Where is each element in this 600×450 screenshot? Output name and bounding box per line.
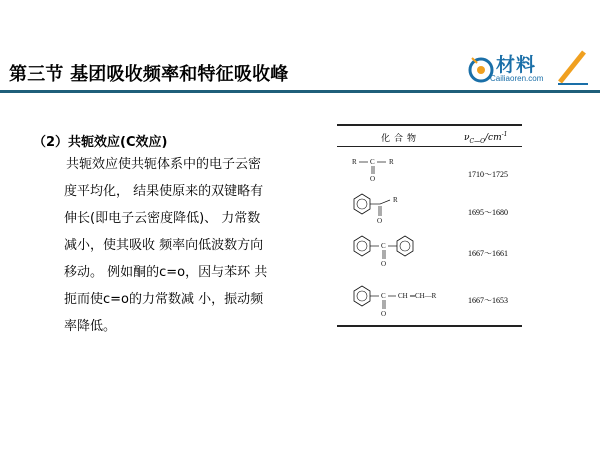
logo-domain: Cailiaoren.com [490, 74, 544, 83]
paragraph-line: 共轭效应使共轭体系中的电子云密 [66, 157, 262, 172]
atom-c: C [370, 158, 375, 166]
frequency-value: 1667～1661 [468, 249, 508, 258]
frequency-value: 1667～1653 [468, 296, 508, 305]
page-title: 第三节 基团吸收频率和特征吸收峰 [9, 64, 289, 85]
frequency-value: 1710～1725 [468, 170, 508, 179]
atom-c: C [381, 292, 386, 300]
structure-diaryl-ketone [354, 236, 413, 268]
atom-ch-r: ═CH—R [410, 292, 437, 300]
paragraph-line: 度平均化， 结果使原来的双键略有 [64, 184, 264, 199]
logo-swoosh-icon [558, 50, 588, 86]
atom-o: O [377, 217, 383, 225]
paragraph-line: 扼而使c=o的力常数减 小，振动频 [64, 292, 264, 307]
site-logo [466, 50, 594, 90]
paragraph-line: 率降低。 [64, 319, 117, 334]
carbonyl-frequency-table [337, 122, 522, 328]
benzene-ring-icon [397, 236, 413, 256]
logo-wordmark: 材料 [496, 54, 537, 76]
frequency-symbol: ν [464, 133, 470, 143]
benzene-ring-icon [354, 286, 370, 306]
frequency-value: 1695～1680 [468, 208, 508, 217]
benzene-ring-icon [354, 194, 370, 214]
frequency-unit: /cm [485, 133, 502, 143]
frequency-superscript: -1 [501, 131, 508, 138]
atom-c: C [381, 242, 386, 250]
atom-r: R [352, 158, 357, 166]
structure-chalcone-type-ketone [354, 286, 437, 318]
structure-aryl-alkyl-ketone [354, 194, 398, 225]
paragraph-line: 伸长(即电子云密度降低)、 力常数 [64, 211, 261, 226]
frequency-subscript: C—O [469, 137, 485, 145]
table-bottom-rule [337, 325, 522, 327]
title-divider [0, 90, 600, 93]
section-heading: （2）共轭效应(C效应) [33, 135, 168, 150]
paragraph [64, 155, 314, 344]
atom-r: R [389, 158, 394, 166]
atom-o: O [370, 175, 376, 183]
benzene-ring-icon [354, 236, 370, 256]
atom-ch: CH [398, 292, 408, 300]
atom-o: O [381, 260, 387, 268]
atom-r: R [393, 196, 398, 204]
paragraph-line: 减小，使其吸收 频率向低波数方向 [64, 238, 264, 253]
atom-o: O [381, 310, 387, 318]
table-header-compound: 化合物 [381, 134, 421, 144]
structure-dialkyl-ketone [352, 158, 394, 183]
paragraph-line: 移动。 例如酮的c=o，因与苯环 共 [64, 265, 268, 280]
